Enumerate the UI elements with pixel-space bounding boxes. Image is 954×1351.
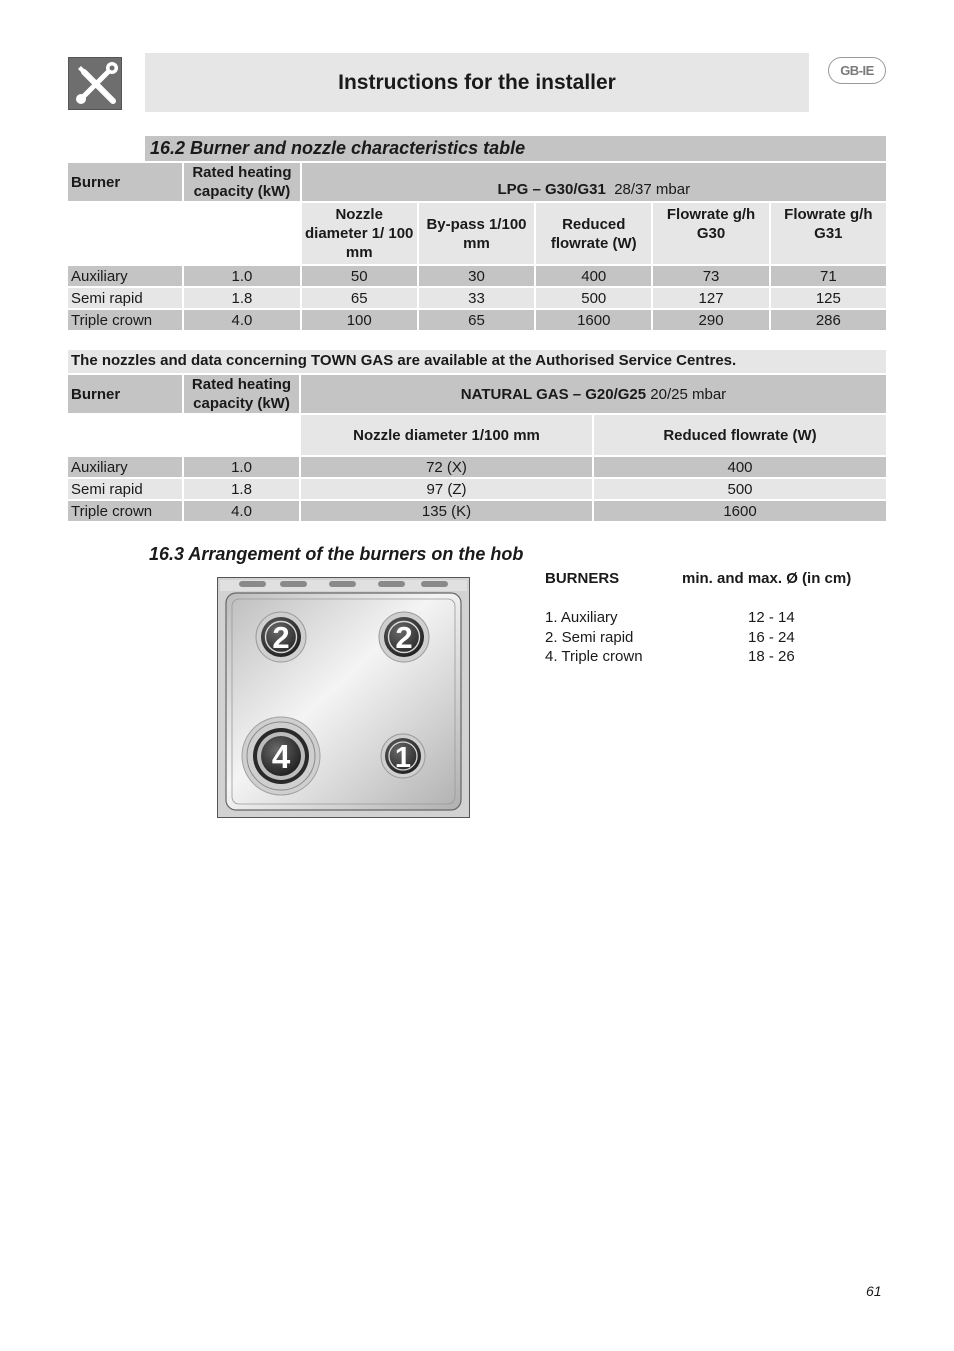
column-header: Reduced flowrate (W) [536,203,651,264]
header-bar [145,53,809,112]
rated-header: Rated heating capacity (kW) [184,163,299,201]
table-cell: 65 [302,288,417,308]
lpg-table [66,161,888,332]
table-cell: 97 (Z) [301,479,592,499]
table-cell: 1.8 [184,288,299,308]
table-cell: 127 [653,288,768,308]
column-header: Nozzle diameter 1/ 100 mm [302,203,417,264]
page-number: 61 [866,1283,882,1299]
list-item: 1. Auxiliary 12 - 14 [545,609,795,626]
table-cell: 50 [302,266,417,286]
column-header: Nozzle diameter 1/100 mm [301,415,592,455]
table-cell: 500 [594,479,886,499]
table-cell: 73 [653,266,768,286]
table-row [68,266,886,286]
ng-gas-header: NATURAL GAS – G20/G25 20/25 mbar [301,375,886,413]
lpg-gas-header: LPG – G30/G31 28/37 mbar [302,163,886,201]
list-header-diameter: min. and max. Ø (in cm) [682,570,852,587]
burner-bottom-left [242,717,320,795]
table-cell: 1600 [594,501,886,521]
table-cell: 4.0 [184,310,299,330]
table-cell: 4.0 [184,501,299,521]
table-row [68,310,886,330]
burner-header: Burner [68,375,182,413]
table-cell: 135 (K) [301,501,592,521]
burner-size-list [545,570,875,667]
table-cell: 100 [302,310,417,330]
table-cell: 71 [771,266,886,286]
table-cell: 125 [771,288,886,308]
svg-text:1: 1 [394,742,412,774]
table-cell: Auxiliary [68,266,182,286]
language-badge: GB-IE [828,57,886,84]
table-cell: Semi rapid [68,288,182,308]
list-item: 2. Semi rapid 16 - 24 [545,628,795,646]
table-cell: 1.0 [184,266,299,286]
svg-text:2: 2 [272,620,290,655]
tools-icon [68,57,122,110]
svg-text:2: 2 [395,620,413,655]
list-header-burners: BURNERS [545,570,620,587]
table-cell: 33 [419,288,534,308]
section-title-burner-table: 16.2 Burner and nozzle characteristics table [145,136,886,161]
table-cell: Triple crown [68,501,182,521]
table-cell: 1.8 [184,479,299,499]
column-header: Flowrate g/h G30 [653,203,768,264]
table-cell: 286 [771,310,886,330]
table-row [68,479,886,499]
table-cell: 72 (X) [301,457,592,477]
table-cell: 290 [653,310,768,330]
hob-diagram [217,577,470,818]
table-cell: 400 [536,266,651,286]
column-header: By-pass 1/100 mm [419,203,534,264]
section-title-arrangement: 16.3 Arrangement of the burners on the hob [149,544,524,564]
table-cell: 1.0 [184,457,299,477]
table-cell: Triple crown [68,310,182,330]
rated-header: Rated heating capacity (kW) [184,375,299,413]
natural-gas-table [66,373,888,523]
table-row [68,457,886,477]
svg-text:4: 4 [271,738,291,775]
column-header: Reduced flowrate (W) [594,415,886,455]
burner-header: Burner [68,163,182,201]
burner-bottom-right [381,734,425,778]
burner-top-right [379,612,429,662]
page-title: Instructions for the installer [338,70,616,94]
list-item: 4. Triple crown 18 - 26 [545,648,795,665]
table-row [68,288,886,308]
table-cell: 30 [419,266,534,286]
column-header: Flowrate g/h G31 [771,203,886,264]
table-cell: Auxiliary [68,457,182,477]
table-row [68,501,886,521]
table-cell: 400 [594,457,886,477]
table-cell: 1600 [536,310,651,330]
town-gas-note: The nozzles and data concerning TOWN GAS are available at the Authorised Service Centres. [68,350,886,373]
table-cell: 500 [536,288,651,308]
burner-top-left [256,612,306,662]
table-cell: Semi rapid [68,479,182,499]
table-cell: 65 [419,310,534,330]
